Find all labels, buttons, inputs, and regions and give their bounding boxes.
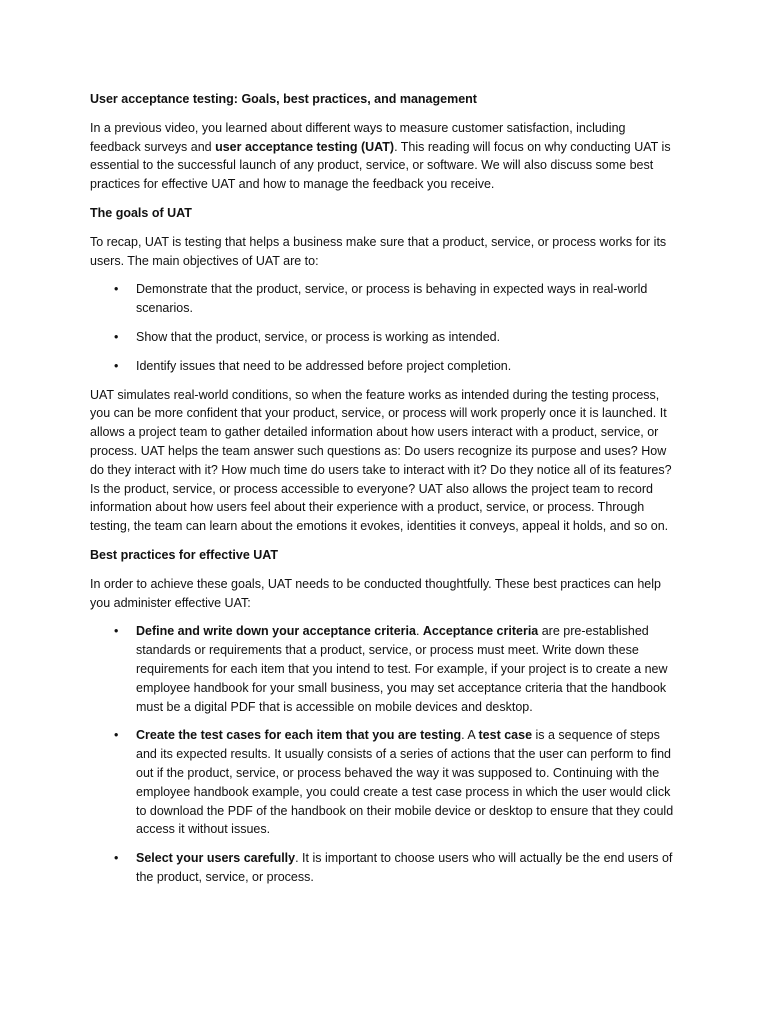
objective-text: Identify issues that need to be addressed before project completion.: [136, 358, 512, 373]
practice-bold-term: Acceptance criteria: [422, 624, 539, 639]
objective-text: Demonstrate that the product, service, or process is behaving in expected ways in real-world scenarios.: [136, 282, 648, 316]
list-item: [114, 280, 678, 318]
document-title: User acceptance testing: Goals, best practices, and management: [90, 92, 477, 106]
list-item: [114, 622, 678, 716]
intro-text-2: . This reading will focus on why conducting UAT is essential to the successful launch of any product, service, or software. We will also discuss some best practices for effective UAT and how to manage the feedback you receive.: [90, 139, 671, 192]
goals-heading: The goals of UAT: [90, 205, 192, 220]
intro-text-1: In a previous video, you learned about different ways to measure customer satisfaction, including feedback surveys and: [90, 120, 626, 154]
bullet-icon: •: [114, 282, 119, 297]
practice-bold-title: Define and write down your acceptance criteria: [136, 624, 416, 639]
best-practices-heading: Best practices for effective UAT: [90, 547, 279, 562]
bullet-icon: •: [114, 329, 119, 344]
best-practices-intro: In order to achieve these goals, UAT needs to be conducted thoughtfully. These best practices can help you administer effective UAT:: [90, 576, 661, 610]
bullet-icon: •: [114, 358, 119, 373]
goals-intro-paragraph: To recap, UAT is testing that helps a business make sure that a product, service, or process works for its users. The main objectives of UAT are to:: [90, 234, 667, 268]
practice-bold-term: test case: [478, 728, 533, 743]
practice-text: .: [415, 624, 423, 639]
list-item: [114, 849, 678, 887]
document-page: [90, 90, 678, 897]
intro-bold-uat: user acceptance testing (UAT): [215, 139, 395, 154]
practice-text: are pre-established standards or requirements that a product, service, or process must meet. Write down these requirements for each item that you intend to test. For example, if your project is to create a new employee handbook for your small business, you may set acceptance criteria that the handbook must be a digital PDF that is accessible on mobile devices and desktop.: [136, 624, 668, 714]
list-item: [114, 328, 678, 347]
bullet-icon: •: [114, 851, 119, 866]
list-item: [114, 357, 678, 376]
list-item: [114, 726, 678, 839]
bullet-icon: •: [114, 624, 119, 639]
uat-simulates-paragraph: UAT simulates real-world conditions, so when the feature works as intended during the testing process, you can be more confident that your product, service, or process will work properly once it is launched. It allows a project team to gather detailed information about how users interact with a product, service, or process. UAT helps the team answer such questions as: Do users recognize its purpose and uses? How do they interact with it? How much time do users take to interact with it? Do they notice all of its features? Is the product, service, or process accessible to everyone? UAT also allows the project team to record information about how users feel about their experience with a product, service, or process. Through testing, the team can learn about the emotions it evokes, identities it conveys, appeal it holds, and so on.: [90, 387, 672, 534]
practice-bold-title: Create the test cases for each item that you are testing: [136, 728, 462, 743]
objectives-list: [90, 280, 678, 375]
practice-text: . A: [461, 728, 479, 743]
practice-text: . It is important to choose users who will actually be the end users of the product, service, or process.: [136, 851, 673, 884]
practice-bold-title: Select your users carefully: [136, 851, 296, 866]
practice-text: is a sequence of steps and its expected results. It usually consists of a series of actions that the user can perform to find out if the product, service, or process behaved the way it was supposed to. Continuing with the employee handbook example, you could create a test case process in which the user would click to download the PDF of the handbook on their mobile device or desktop to ensure that they could access it without issues.: [136, 728, 674, 837]
intro-paragraph: [90, 119, 678, 194]
practices-list: [90, 622, 678, 886]
bullet-icon: •: [114, 728, 119, 743]
objective-text: Show that the product, service, or process is working as intended.: [136, 329, 501, 344]
